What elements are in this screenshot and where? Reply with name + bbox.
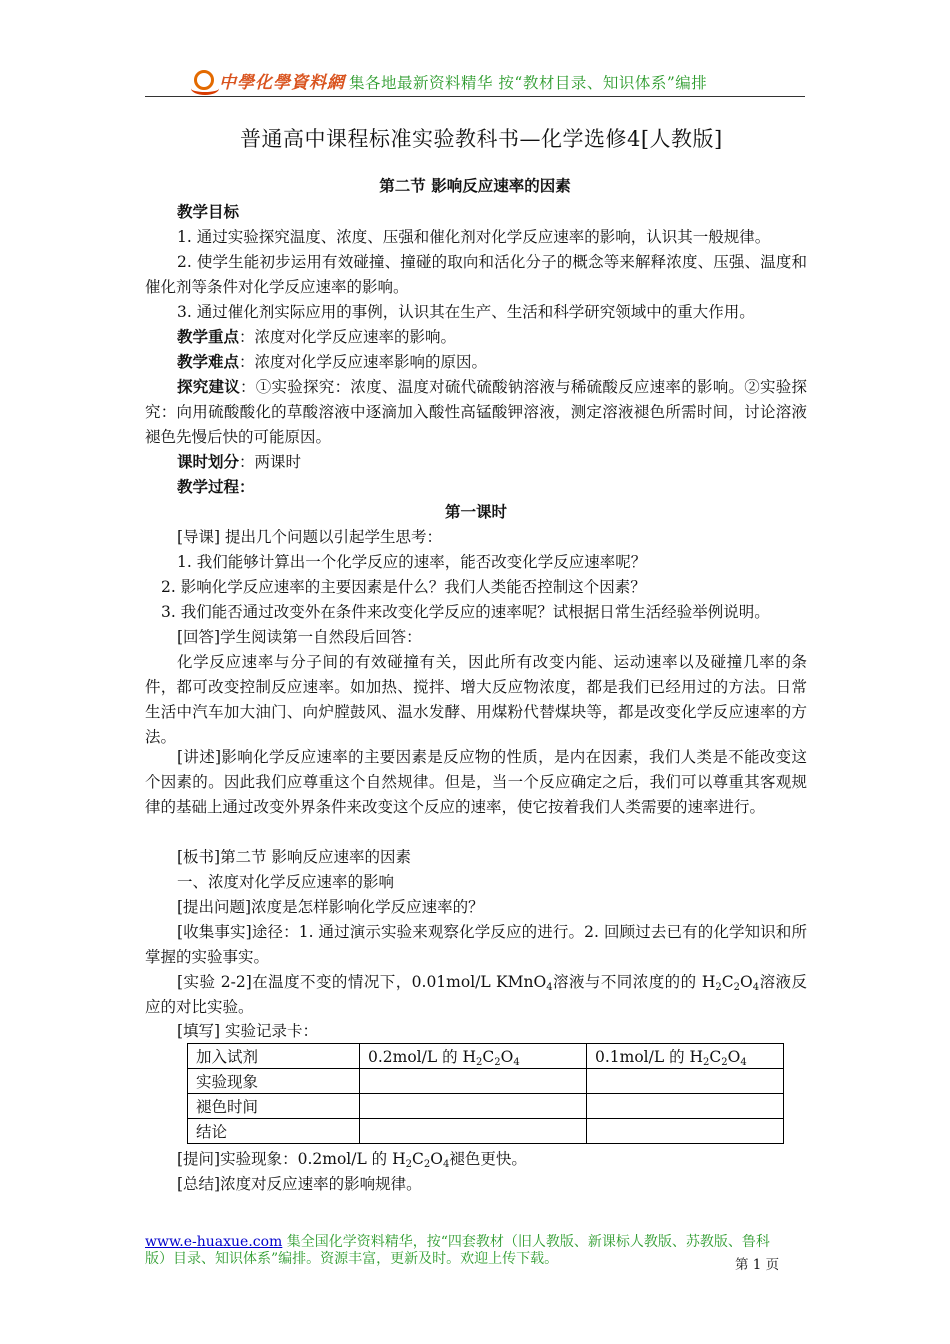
exp-text: 溶液与不同浓度的的 H <box>552 973 716 991</box>
sub: 2 <box>715 982 722 993</box>
page-header <box>145 68 805 98</box>
fill-record-label: [填写] 实验记录卡： <box>177 1022 319 1040</box>
periods-label: 课时划分 <box>177 453 240 471</box>
table-cell <box>587 1094 784 1119</box>
formula-letter: C <box>412 1150 424 1168</box>
formula-letter: O <box>727 1048 741 1066</box>
sub: 4 <box>752 982 760 993</box>
logo-swoosh-icon <box>191 82 219 95</box>
question-2: 2. 影响化学反应速率的主要因素是什么？我们人类能否控制这个因素？ <box>161 578 646 596</box>
sub: 2 <box>405 1159 412 1170</box>
sub: 4 <box>513 1057 520 1068</box>
sub: 2 <box>476 1057 483 1068</box>
board-note: [板书]第二节 影响反应速率的因素 <box>177 848 412 866</box>
formula-letter: O <box>740 973 753 991</box>
formula-letter: C <box>721 973 734 991</box>
document-title: 普通高中课程标准实验教科书—化学选修4[人教版] <box>240 127 723 151</box>
formula-letter: C <box>482 1048 495 1066</box>
subsection-heading: 一、浓度对化学反应速率的影响 <box>177 873 395 891</box>
lesson-intro: [导课] 提出几个问题以引起学生思考： <box>177 528 443 546</box>
footer-link[interactable]: www.e-huaxue.com <box>145 1234 283 1250</box>
table-cell <box>360 1094 587 1119</box>
goals-heading: 教学目标 <box>177 203 240 221</box>
experiment-2-2 <box>145 970 807 1020</box>
periods <box>145 450 807 475</box>
page-footer <box>145 1234 785 1268</box>
site-logo-text: 中學化學資料網 <box>219 73 345 93</box>
table-cell <box>587 1119 784 1144</box>
table-cell <box>587 1044 784 1069</box>
formula-letter: O <box>430 1150 443 1168</box>
section-title: 第二节 影响反应速率的因素 <box>379 177 571 195</box>
question-prompt: [提出问题]浓度是怎样影响化学反应速率的？ <box>177 898 484 916</box>
table-row <box>188 1119 784 1144</box>
key-point <box>145 325 807 350</box>
sub: 4 <box>546 982 553 993</box>
goal-item: 1. 通过实验探究温度、浓度、压强和催化剂对化学反应速率的影响，认识其一般规律。 <box>177 228 771 246</box>
ask-observation <box>145 1147 807 1172</box>
table-cell: 褪色时间 <box>188 1094 360 1119</box>
page-number: 第 1 页 <box>735 1257 780 1273</box>
sub: 4 <box>740 1057 747 1068</box>
table-row <box>188 1044 784 1069</box>
answer-paragraph: 化学反应速率与分子间的有效碰撞有关，因此所有改变内能、运动速率以及碰撞几率的条件，都可改变控制反应速率。如加热、搅拌、增大反应物浓度，都是我们已经用过的方法。日常生活中汽车加大油门、向炉膛鼓风、温水发酵、用煤粉代替煤块等，都是改变化学反应速率的方法。 <box>145 653 807 746</box>
table-cell <box>360 1119 587 1144</box>
table-row <box>188 1069 784 1094</box>
difficulty <box>145 350 807 375</box>
collect-facts: [收集事实]途径：1. 通过演示实验来观察化学反应的进行。2. 回顾过去已有的化学知识和所掌握的实验事实。 <box>145 923 807 966</box>
footer-text: 集全国化学资料精华，按“四套教材（旧人教版、新课标人教版、苏教版、鲁科版）目录、知识体系”编排。资源丰富，更新及时。欢迎上传下载。 <box>145 1234 770 1267</box>
goal-item: 2. 使学生能初步运用有效碰撞、撞碰的取向和活化分子的概念等来解释浓度、压强、温度和催化剂等条件对化学反应速率的影响。 <box>145 253 807 296</box>
question-3: 3. 我们能否通过改变外在条件来改变化学反应的速率呢？试根据日常生活经验举例说明。 <box>161 603 770 621</box>
sub: 4 <box>442 1159 450 1170</box>
inquiry <box>145 375 807 450</box>
ask-text: [提问]实验现象：0.2mol/L 的 H <box>177 1150 406 1168</box>
summary: [总结]浓度对反应速率的影响规律。 <box>177 1175 422 1193</box>
formula-letter: C <box>709 1048 722 1066</box>
difficulty-label: 教学难点 <box>177 353 240 371</box>
lecture-paragraph: [讲述]影响化学反应速率的主要因素是反应物的性质，是内在因素，我们人类是不能改变这个因素的。因此我们应尊重这个自然规律。但是，当一个反应确定之后，我们可以尊重其客观规律的基础上通过改变外界条件来改变这个反应的速率，使它按着我们人类需要的速率进行。 <box>145 748 807 816</box>
difficulty-text: ：浓度对化学反应速率影响的原因。 <box>239 353 488 371</box>
header-slogan: 集各地最新资料精华 按“教材目录、知识体系”编排 <box>349 74 708 92</box>
table-cell <box>360 1044 587 1069</box>
inquiry-label: 探究建议 <box>177 378 241 396</box>
ask-text: 褪色更快。 <box>449 1150 527 1168</box>
question-1: 1. 我们能够计算出一个化学反应的速率，能否改变化学反应速率呢？ <box>177 553 647 571</box>
table-cell: 加入试剂 <box>188 1044 360 1069</box>
lesson-title: 第一课时 <box>444 503 507 521</box>
sub: 2 <box>721 1057 728 1068</box>
inquiry-text: ：①实验探究：浓度、温度对硫代硫酸钠溶液与稀硫酸反应速率的影响。②实验探究：向用硫酸酸化的草酸溶液中逐滴加入酸性高锰酸钾溶液，测定溶液褪色所需时间，讨论溶液褪色先慢后快的可能原因。 <box>145 378 807 446</box>
cell-text: 0.2mol/L 的 H <box>368 1048 477 1066</box>
table-row <box>188 1094 784 1119</box>
answer-intro: [回答]学生阅读第一自然段后回答： <box>177 628 422 646</box>
exp-text: 溶液反应的对比实验。 <box>145 973 807 1016</box>
formula-letter: O <box>500 1048 514 1066</box>
sub: 2 <box>423 1159 431 1170</box>
key-point-text: ：浓度对化学反应速率的影响。 <box>239 328 457 346</box>
process-heading: 教学过程： <box>177 478 255 496</box>
header-divider <box>145 96 805 97</box>
key-point-label: 教学重点 <box>177 328 240 346</box>
goal-item: 3. 通过催化剂实际应用的事例，认识其在生产、生活和科学研究领域中的重大作用。 <box>177 303 755 321</box>
experiment-record-table <box>187 1043 784 1144</box>
sub: 2 <box>733 982 741 993</box>
table-cell <box>360 1069 587 1094</box>
cell-text: 0.1mol/L 的 H <box>595 1048 704 1066</box>
sub: 2 <box>703 1057 710 1068</box>
periods-text: ：两课时 <box>239 453 302 471</box>
table-cell: 实验现象 <box>188 1069 360 1094</box>
table-cell <box>587 1069 784 1094</box>
exp-text: [实验 2-2]在温度不变的情况下，0.01mol/L KMnO <box>177 973 547 991</box>
sub: 2 <box>494 1057 501 1068</box>
table-cell: 结论 <box>188 1119 360 1144</box>
